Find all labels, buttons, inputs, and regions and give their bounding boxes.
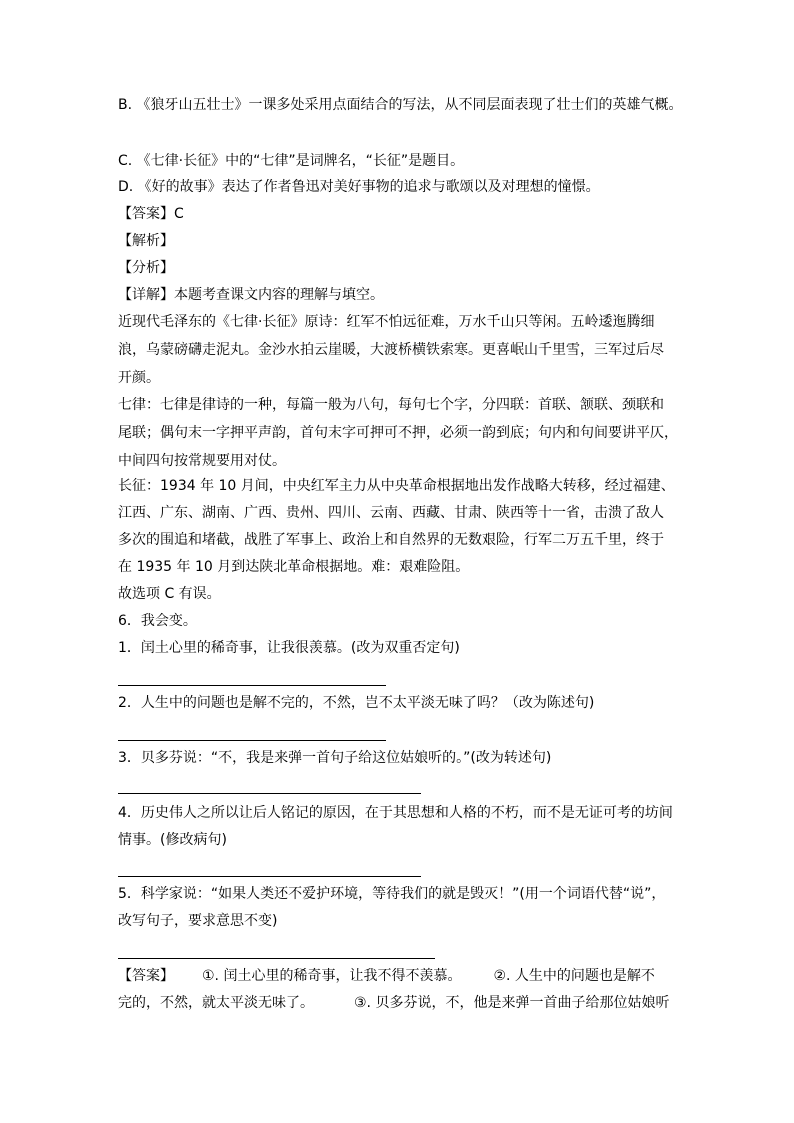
answer-blank[interactable] [118, 740, 386, 741]
question-title: 6．我会变。 [118, 613, 197, 629]
answer-blank[interactable] [118, 793, 421, 794]
answer-label: 【答案】 [118, 968, 174, 984]
answer-item: ①. 闰土心里的稀奇事，让我不得不羡慕。 [202, 968, 462, 984]
question-item: 1．闰土心里的稀奇事，让我很羡慕。(改为双重否定句) [118, 640, 460, 656]
answer-blank[interactable] [118, 876, 421, 877]
answer-line [118, 993, 669, 1013]
detail-intro: 【详解】本题考查课文内容的理解与填空。 [118, 287, 384, 303]
question-item: 2．人生中的问题也是解不完的，不然，岂不太平淡无味了吗？（改为陈述句) [118, 695, 595, 711]
option-b: B. 《狼牙山五壮士》一课多处采用点面结合的写法，从不同层面表现了壮士们的英雄气概。 [118, 97, 683, 113]
qilv-line: 七律：七律是律诗的一种，每篇一般为八句，每句七个字，分四联：首联、颔联、颈联和 [118, 397, 664, 413]
poem-line: 近现代毛泽东的《七律·长征》原诗：红军不怕远征难，万水千山只等闲。五岭逶迤腾细 [118, 314, 655, 330]
analysis-label: 【解析】 [118, 233, 174, 249]
answer-line [118, 966, 655, 986]
question-item: 3．贝多芬说：“不，我是来弹一首句子给这位姑娘听的。”(改为转述句) [118, 750, 552, 766]
answer-item: ②. 人生中的问题也是解不 [493, 968, 655, 984]
poem-line: 浪，乌蒙磅礴走泥丸。金沙水拍云崖暖，大渡桥横铁索寒。更喜岷山千里雪，三军过后尽 [118, 342, 664, 358]
qilv-line: 中间四句按常规要用对仗。 [118, 453, 286, 469]
question-item-cont: 情事。(修改病句) [118, 832, 227, 848]
answer-item: ③. 贝多芬说，不，他是来弹一首曲子给那位姑娘听 [354, 995, 670, 1011]
fenxi-label: 【分析】 [118, 260, 174, 276]
changzheng-line: 在 1935 年 10 月到达陕北革命根据地。难：艰难险阻。 [118, 559, 470, 575]
question-item: 4．历史伟人之所以让后人铭记的原因，在于其思想和人格的不朽，而不是无证可考的坊间 [118, 805, 673, 821]
changzheng-line: 多次的围追和堵截，战胜了军事上、政治上和自然界的无数艰险，行军二万五千里，终于 [118, 532, 664, 548]
answer-item-cont: 完的，不然，就太平淡无味了。 [118, 995, 314, 1011]
answer-blank[interactable] [118, 685, 386, 686]
option-c: C. 《七律·长征》中的“七律”是词牌名，“长征”是题目。 [118, 153, 465, 169]
changzheng-line: 江西、广东、湖南、广西、贵州、四川、云南、西藏、甘肃、陕西等十一省，击溃了敌人 [118, 505, 664, 521]
answer-blank[interactable] [118, 958, 435, 959]
conclusion: 故选项 C 有误。 [118, 586, 221, 602]
question-item-cont: 改写句子，要求意思不变) [118, 913, 278, 929]
answer-label: 【答案】C [118, 206, 184, 222]
poem-line: 开颜。 [118, 370, 160, 386]
changzheng-line: 长征：1934 年 10 月间，中央红军主力从中央革命根据地出发作战略大转移，经过福建、 [118, 478, 675, 494]
qilv-line: 尾联；偶句末一字押平声韵，首句末字可押可不押，必须一韵到底；句内和句间要讲平仄， [118, 425, 678, 441]
option-d: D. 《好的故事》表达了作者鲁迅对美好事物的追求与歌颂以及对理想的憧憬。 [118, 179, 600, 195]
question-item: 5．科学家说：“如果人类还不爱护环境，等待我们的就是毁灭！”(用一个词语代替“说”， [118, 886, 666, 902]
